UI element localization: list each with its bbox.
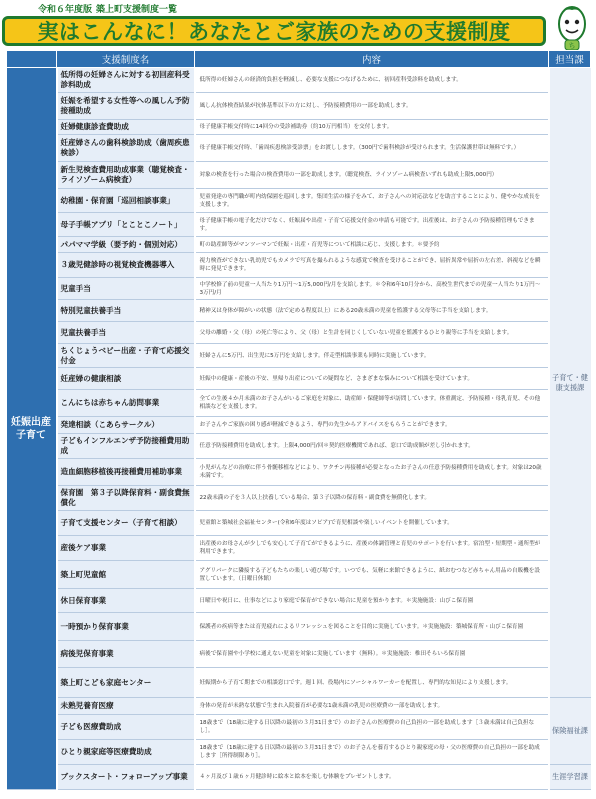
table-row: [7, 120, 591, 135]
support-name: 子育て支援センター（子育て相談）: [57, 511, 195, 536]
table-row: [7, 344, 591, 368]
title-banner: [2, 16, 546, 46]
support-desc: 父母の離婚・父（母）の死亡等により、父（母）と生計を同じくしていない児童を監護するひとり親等に手当を支給します。: [195, 322, 549, 344]
support-desc: 風しん抗体検査結果が抗体基準以下の方に対し、予防接種費用の一部を助成します。: [195, 93, 549, 120]
table-row: [7, 93, 591, 120]
support-desc: 中学校修了前の児童一人当たり1万円〜1万5,000円/月を支給します。＊令和6年10月分から、高校生世代までの児童一人当たり1万円〜3万円/月: [195, 278, 549, 300]
support-name: 築上町児童館: [57, 561, 195, 589]
table-row: [7, 486, 591, 511]
table-row: [7, 213, 591, 237]
table-row: [7, 434, 591, 459]
support-desc: 身体の発育が未熟な状態で生まれ入院養育が必要な1歳未満の乳児の医療費の一部を助成します。: [195, 698, 549, 715]
support-desc: 妊娠期から子育て期までの相談窓口です。週１回、役場内にソーシャルワーカーを配置し、専門的な知見により支援します。: [195, 668, 549, 698]
table-row: [7, 668, 591, 698]
table-row: [7, 511, 591, 536]
support-name: 母子手帳アプリ「とことこノート」: [57, 213, 195, 237]
dept-kosodate: 子育て・健康支援課: [549, 68, 591, 698]
mascot-character-icon: [552, 2, 592, 52]
header-content: 内容: [195, 51, 549, 68]
support-desc: 母子健康手帳の電子化だけでなく、妊娠届や出産・子育て応援交付金の申請も可能です。出産後は、お子さんの予防接種管理もできます。: [195, 213, 549, 237]
support-desc: 母子健康手帳交付時に14回分の受診補助券（約10万円相当）を交付します。: [195, 120, 549, 135]
support-name: 病後児保育事業: [57, 641, 195, 668]
support-name: ひとり親家庭等医療費助成: [57, 740, 195, 765]
support-desc: 小児がんなどの治療に伴う骨髄移植などにより、ワクチン再接種が必要となったお子さんの任意予防接種費用を助成します。対象は20歳未満です。: [195, 459, 549, 486]
table-row: [7, 417, 591, 434]
support-desc: 児童発達の専門職が町内幼保園を巡回します。集団生活の様子をみて、お子さんへの対応法などを助言することにより、健やかな成長を支援します。: [195, 189, 549, 213]
support-name: こんにちは赤ちゃん訪問事業: [57, 390, 195, 417]
table-row: [7, 459, 591, 486]
table-row: [7, 641, 591, 668]
support-desc: 任意予防接種費用を助成します。上限4,000円/回＊契約医療機関であれば、窓口で助成額が差し引かれます。: [195, 434, 549, 459]
page-title: 実はこんなに！あなたとご家族のための支援制度: [37, 20, 511, 44]
table-row: [7, 162, 591, 189]
support-name: 休日保育事業: [57, 589, 195, 613]
dept-shogai: 生涯学習課: [549, 765, 591, 790]
support-name: 新生児検査費用助成事業（聴覚検査・ライソゾーム病検査）: [57, 162, 195, 189]
header-name: 支援制度名: [57, 51, 195, 68]
table-row: [7, 278, 591, 300]
support-name: 特別児童扶養手当: [57, 300, 195, 322]
support-name: パパママ学級（要予約・個別対応）: [57, 237, 195, 253]
support-desc: 22歳未満の子を３人以上扶養している場合、第３子以降の保育料・副食費を無償化します。: [195, 486, 549, 511]
table-row: [7, 390, 591, 417]
table-row: [7, 68, 591, 93]
support-name: 妊産婦の健康相談: [57, 368, 195, 390]
table-row: [7, 368, 591, 390]
table-row: [7, 765, 591, 790]
support-name: 未熟児養育医療: [57, 698, 195, 715]
support-desc: 18歳まで（18歳に達する日以降の最初の３月31日まで）のお子さんを養育するひとり親家庭の母・父の医療費の自己負担の一部を助成します［所得制限あり］。: [195, 740, 549, 765]
support-name: 妊産婦さんの歯科検診助成（歯周疾患検診）: [57, 135, 195, 162]
table-row: [7, 740, 591, 765]
support-desc: 保護者の疾病等または育児疲れによるリフレッシュを図ることを目的に実施しています。＊実施施設：築城保育所・山びこ保育園: [195, 613, 549, 641]
support-desc: 町の助産師等がマンツーマンで妊娠・出産・育児等について相談に応じ、支援します。＊要予約: [195, 237, 549, 253]
support-name: 低所得の妊婦さんに対する初回産科受診料助成: [57, 68, 195, 93]
support-desc: 低所得の妊婦さんの経済的負担を軽減し、必要な支援につなげるために、初回産科受診料を助成します。: [195, 68, 549, 93]
support-desc: 妊娠中の健康・産後の不安、里帰り出産についての疑問など、さまざまな悩みについて相談を受けています。: [195, 368, 549, 390]
support-desc: 対象の検査を行った場合の検査費用の一部を助成します。（聴覚検査、ライソゾーム病検査いずれも助成上限5,000円）: [195, 162, 549, 189]
support-desc: アグリパークに隣接する子どもたちの楽しい遊び場です。いつでも、気軽に来館できるように、紙おむつなど赤ちゃん用品の自販機を設置しています。（日曜日休館）: [195, 561, 549, 589]
table-row: [7, 300, 591, 322]
subtitle-label: 築上町支援制度一覧: [96, 5, 178, 15]
support-desc: 出産後のお母さんが少しでも安心して子育てができるように、産後の体調管理と育児のサポートを行います。宿泊型・短期型・通所型が利用できます。: [195, 536, 549, 561]
support-name: ３歳児健診時の視覚検査機器導入: [57, 253, 195, 278]
support-desc: 全ての生後４か月未満のお子さんがいるご家庭を対象に、助産師・保健師等が訪問しています。体重測定、予防接種・母乳育児、その他相談などを支援します。: [195, 390, 549, 417]
table-row: [7, 135, 591, 162]
table-row: [7, 253, 591, 278]
table-row: [7, 322, 591, 344]
support-name: 子どもインフルエンザ予防接種費用助成: [57, 434, 195, 459]
support-name: 妊娠を希望する女性等への風しん予防接種助成: [57, 93, 195, 120]
top-line: [0, 0, 596, 16]
support-name: 発達相談（こあらサークル）: [57, 417, 195, 434]
table-header-row: [7, 51, 591, 68]
support-name: 妊婦健康診査費助成: [57, 120, 195, 135]
table-row: [7, 715, 591, 740]
support-name: 幼稚園・保育園「巡回相談事業」: [57, 189, 195, 213]
support-name: 児童扶養手当: [57, 322, 195, 344]
support-name: 造血細胞移植後再接種費用補助事業: [57, 459, 195, 486]
table-row: [7, 561, 591, 589]
table-row: [7, 698, 591, 715]
table-row: [7, 536, 591, 561]
edition-label: 令和６年度版 築上町支援制度一覧: [38, 5, 178, 15]
support-table: [6, 50, 591, 790]
table-row: [7, 589, 591, 613]
support-name: 子ども医療費助成: [57, 715, 195, 740]
support-desc: 母子健康手帳交付時、「歯周疾患検診受診票」をお渡しします。（300円で歯科検診が受けられます。生活保護世帯は無料です。）: [195, 135, 549, 162]
support-desc: ４ヶ月及び１歳６ヶ月健診時に絵本と絵本を楽しむ体験をプレゼントします。: [195, 765, 549, 790]
support-name: 保育園 第３子以降保育料・副食費無償化: [57, 486, 195, 511]
support-desc: 視力検査ができない乳幼児でもカメラで写真を撮られるような感覚で検査を受けることができ、屈折異常や屈折の左右差、斜視などを瞬時に発見できます。: [195, 253, 549, 278]
support-name: 児童手当: [57, 278, 195, 300]
table-row: [7, 237, 591, 253]
svg-text:ち: ち: [568, 42, 576, 50]
support-desc: 精神又は身体が障がいの状態（法で定める程度以上）にある20歳未満の児童を監護する父母等に手当を支給します。: [195, 300, 549, 322]
table-row: [7, 189, 591, 213]
support-name: 産後ケア事業: [57, 536, 195, 561]
support-name: ブックスタート・フォローアップ事業: [57, 765, 195, 790]
category-cell: 妊娠出産子育て: [7, 68, 57, 790]
dept-hoken: 保険福祉課: [549, 698, 591, 765]
support-desc: 病後で保育園や小学校に通えない児童を対象に実施しています（無料）。＊実施施設：椎田そらいろ保育園: [195, 641, 549, 668]
support-desc: 児童館と築城社会福祉センター(令和6年度はソピア)で育児相談や楽しいイベントを開催しています。: [195, 511, 549, 536]
table-row: [7, 613, 591, 641]
support-name: 一時預かり保育事業: [57, 613, 195, 641]
support-name: 築上町こども家庭センター: [57, 668, 195, 698]
header-empty: [7, 51, 57, 68]
header-dept: 担当課: [549, 51, 591, 68]
support-desc: お子さんやご家族の困り感が軽減できるよう、専門の先生からアドバイスをもらうことができます。: [195, 417, 549, 434]
support-name: ちくじょうベビー出産・子育て応援交付金: [57, 344, 195, 368]
support-desc: 18歳まで（18歳に達する日以降の最初の３月31日まで）のお子さんの医療費の自己負担の一部を助成します［３歳未満は自己負担なし］。: [195, 715, 549, 740]
support-desc: 妊婦さんに5万円、出生児に5万円を支給します。伴走型相談事業も同時に実施しています。: [195, 344, 549, 368]
support-desc: 日曜日や祝日に、仕事などにより家庭で保育ができない場合に児童を預かります。＊実施施設：山びこ保育園: [195, 589, 549, 613]
